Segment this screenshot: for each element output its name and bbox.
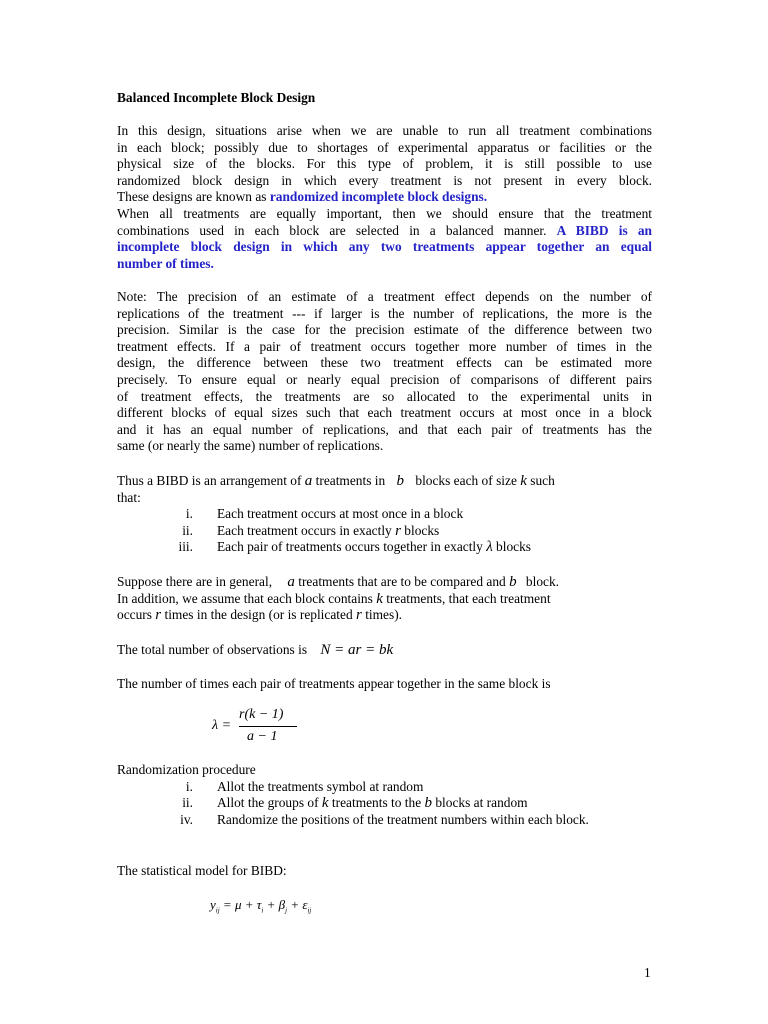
bibd-conditions-list [117,506,652,556]
list-number: ii. [182,795,193,811]
list-number: iii. [178,539,193,555]
highlight-text: randomized incomplete block designs. [269,189,488,205]
total-observations-line: The total number of observations is N = ar = bk [117,642,394,658]
section-heading: Randomization procedure [117,762,256,777]
text-line: Note: The precision of an estimate of a treatment effect depends on the number of [117,289,652,304]
text-line: These designs are known as randomized incomplete block designs. [117,189,488,205]
list-number: i. [185,778,193,794]
text-line: and it has an equal number of replications, and that each pair of treatments has the [117,421,652,437]
math-variable: λ [486,539,493,556]
text-line: that: [117,489,141,505]
list-text: Randomize the positions of the treatment numbers within each block. [217,811,589,827]
highlight-text: A BIBD is an [556,222,652,238]
list-number: iv. [180,811,193,827]
formula-denominator: a − 1 [247,729,278,744]
text-line: occurs r times in the design (or is replicated r times). [117,607,403,624]
text-line: design, the difference between these two treatment effects can be estimated more [117,355,652,371]
text-line: same (or nearly the same) number of replications. [117,438,384,454]
list-item [117,812,652,829]
randomization-list [117,779,652,829]
bibd-definition [117,473,652,556]
text-line: In this design, situations arise when we are unable to run all treatment combinations [117,123,652,138]
document-title: Balanced Incomplete Block Design [117,90,316,105]
lambda-formula [212,707,312,747]
list-text: Allot the treatments symbol at random [217,778,424,794]
list-text: Allot the groups of k treatments to the b blocks at random [217,795,528,812]
text-line: treatment effects. If a pair of treatment occurs together more number of times in the [117,338,652,354]
list-item [117,795,652,812]
list-item [117,779,652,796]
math-variable: k [376,590,383,607]
text-line: Suppose there are in general, a treatments that are to be compared and b block. [117,574,560,590]
math-variable: r [155,607,162,624]
page-number: 1 [644,965,651,980]
list-text: Each treatment occurs at most once in a block [217,506,464,522]
pair-count-line: The number of times each pair of treatments appear together in the same block is [117,676,551,691]
formula-total: N = ar = bk [320,642,394,658]
list-text: Each pair of treatments occurs together in exactly λ blocks [217,539,531,556]
math-variable: a [287,574,295,590]
math-variable: a [304,473,313,489]
text-line: When all treatments are equally important, then we should ensure that the treatment [117,205,652,221]
list-item [117,523,652,540]
randomization-section [117,762,652,828]
highlight-line: number of times. [117,255,214,271]
model-heading: The statistical model for BIBD: [117,863,287,878]
text-line: precisely. To ensure equal or nearly equal precision of comparisons of different pairs [117,371,652,387]
text-line: in each block; possibly due to shortages of experimental apparatus or facilities or the [117,139,652,155]
assumptions-paragraph [117,574,652,624]
math-variable: r [395,522,401,539]
list-number: i. [185,506,193,522]
list-number: ii. [182,522,193,538]
math-variable: k [321,795,329,812]
text-line: different blocks of equal sizes such that each treatment occurs at most once in a block [117,405,652,421]
formula-numerator: r(k − 1) [239,707,284,722]
text-line: physical size of the blocks. For this type of problem, it is still possible to use [117,156,652,172]
text-line: of treatment effects, the treatments are so allocated to the experimental units in [117,388,652,404]
text-line: combinations used in each block are selected in a balanced manner. A BIBD is an [117,222,652,238]
formula-lhs: λ = [212,718,232,733]
text-line: Thus a BIBD is an arrangement of a treatments in b blocks each of size k such [117,473,555,489]
math-variable: k [520,473,527,489]
highlight-line: incomplete block design in which any two treatments appear together an equal [117,239,652,255]
text-line: randomized block design in which every treatment is not present in every block. [117,172,652,188]
math-variable: b [424,795,433,812]
intro-paragraph [117,123,652,272]
list-item [117,539,652,556]
text-line: replications of the treatment --- if larger is the number of replications, the more is the [117,305,652,321]
list-text: Each treatment occurs in exactly r blocks [217,522,440,539]
math-variable: b [509,574,517,590]
model-formula: $y_{ij} = \mu + \tau_i + \beta_j + \varepsilon_{ij}$ [210,897,312,915]
list-item [117,506,652,523]
note-paragraph [117,289,652,455]
text-line: In addition, we assume that each block contains k treatments, that each treatment [117,590,551,607]
math-variable: b [396,473,405,489]
text-line: precision. Similar is the case for the precision estimate of the difference between two [117,322,652,338]
math-variable: r [356,607,362,624]
